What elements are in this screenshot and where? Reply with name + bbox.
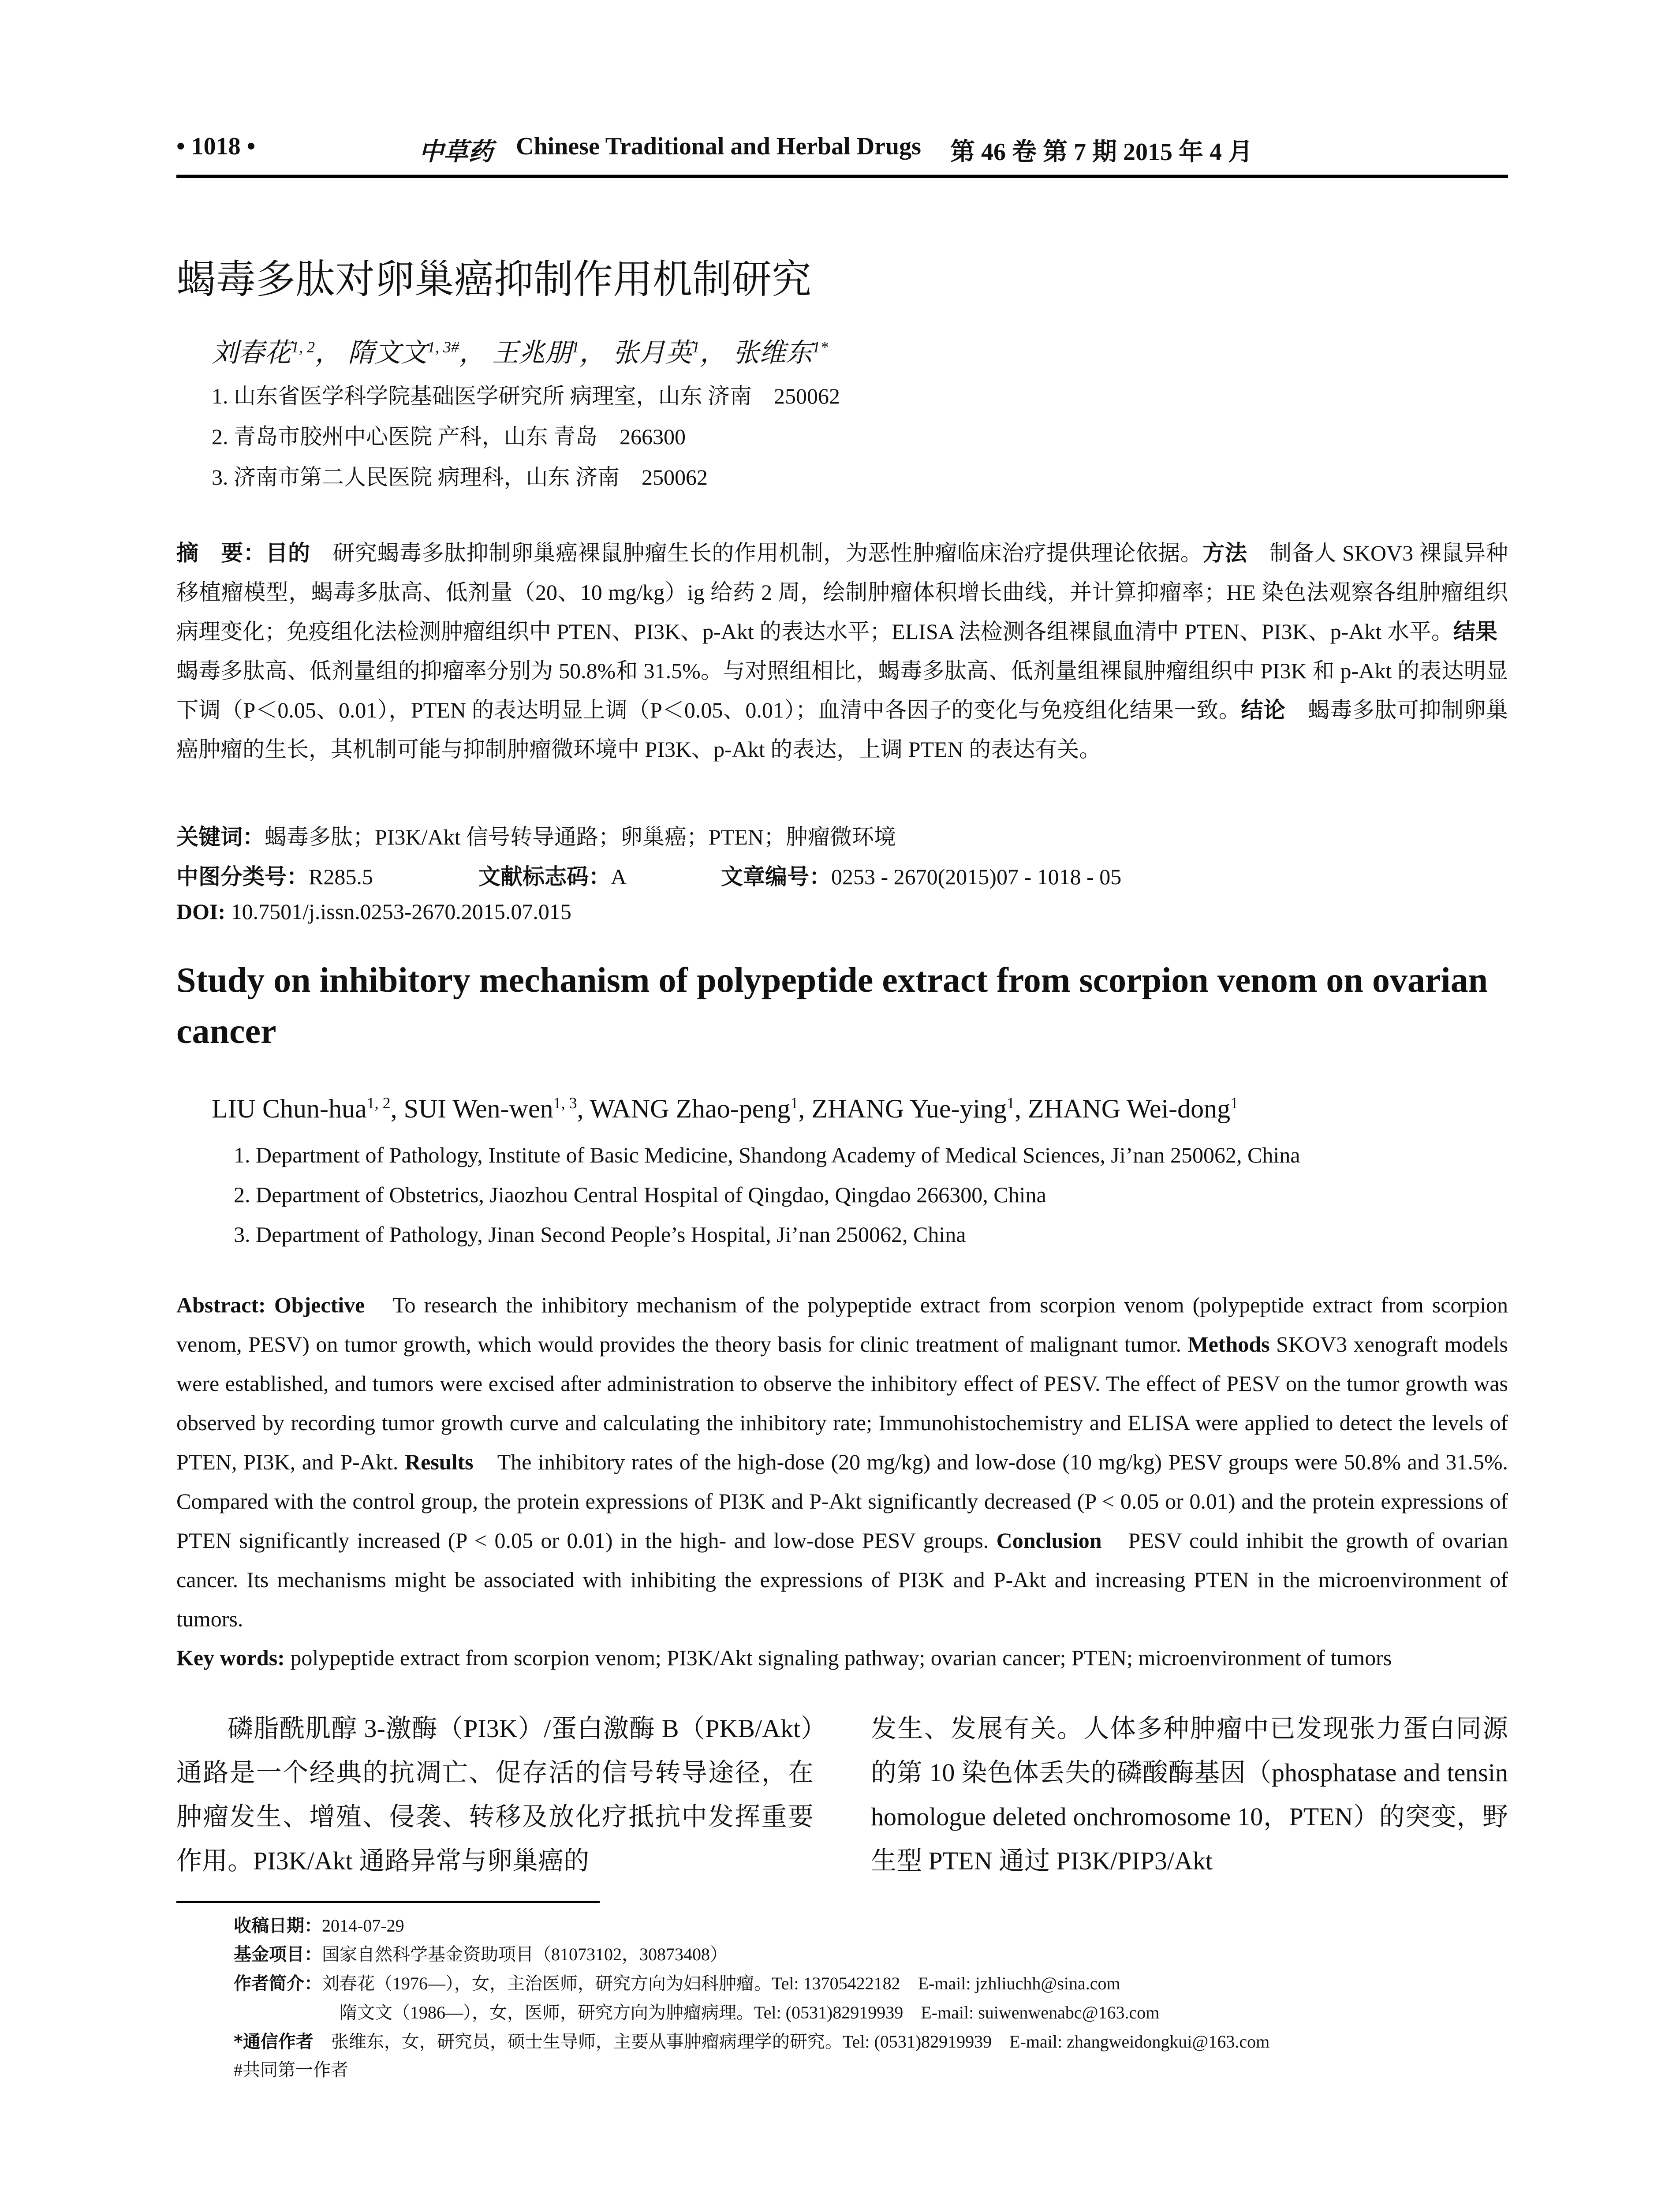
doc-label: 文献标志码： [478,864,611,889]
clc-label: 中图分类号： [176,864,309,889]
issue-info: 第 46 卷 第 7 期 2015 年 4 月 [950,138,1253,166]
results-text: 蝎毒多肽高、低剂量组的抑瘤率分别为 50.8%和 31.5%。与对照组相比，蝎毒多肽高、低剂量组裸鼠肿瘤组织中 PI3K 和 p-Akt 的表达明显下调（P＜0.05、0.01），PTEN 的表达明显上调（P＜0.05、0.01）；血清中各因子的变化与免疫组化结果一致。 [176,619,1519,722]
author-cn: 张月英 [612,338,692,367]
footnote-author2: 隋文文（1986—），女，医师，研究方向为肿瘤病理。Tel: (0531)82919939 E-mail: suiwenwenabc@163.com [340,2003,1160,2022]
clc-value: R285.5 [309,864,373,889]
conclusion-label: 结论 [1241,697,1286,723]
conclusion-en-text: PESV could inhibit the growth of ovarian cancer. Its mechanisms might be associated with inhibiting the expressions of PI3K and P-Akt and increasing PTEN in the microenvironment of tumors. [176,1528,1508,1631]
abstract-cn [176,534,1519,769]
affiliation-cn: 3. 济南市第二人民医院 病理科，山东 济南 250062 [212,465,708,490]
footnote-corresponding [234,2028,1269,2053]
keywords-en [176,1645,1392,1671]
author-sup: 1, 2 [366,1094,391,1112]
footnote-rule [176,1901,600,1903]
authors-cn: 刘春花$^{1, 2}$， 隋文文$^{1, 3\#}$， 王兆朋$^1$， 张月英$^1$， 张维东$^{1*}$ [212,338,828,367]
doi-value[interactable]: 10.7501/j.issn.0253-2670.2015.07.015 [231,899,571,924]
objective-en-label: Objective [274,1293,365,1317]
title-cn: 蝎毒多肽对卵巢癌抑制作用机制研究 [176,256,811,303]
doc-code [478,859,627,891]
keywords-label: 关键词： [176,824,265,850]
affiliation-cn: 1. 山东省医学科学院基础医学研究所 病理室，山东 济南 250062 [212,384,840,408]
fund-label: 基金项目： [234,1944,322,1965]
methods-label: 方法 [1202,540,1247,566]
author-bio-1: 刘春花（1976—），女，主治医师，研究方向为妇科肿瘤。Tel: 13705422182 E-mail: jzhliuchh@sina.com [322,1973,1120,1993]
received-label: 收稿日期： [234,1916,322,1936]
corresponding-label: *通信作者 [234,2032,314,2052]
footnote-cofirst: #共同第一作者 [234,2060,348,2080]
title-en: Study on inhibitory mechanism of polypeptide extract from scorpion venom on ovarian cancer [176,961,1488,1051]
author-en: ZHANG Yue-ying [811,1094,1007,1123]
abstract-en-label: Abstract: [176,1293,266,1317]
authors-en: LIU Chun-hua$^{1, 2}$, SUI Wen-wen$^{1, 3}$, WANG Zhao-peng$^1$, ZHANG Yue-ying$^1$, ZHANG Wei-dong$^1$ [212,1094,1239,1123]
fund-value: 国家自然科学基金资助项目（81073102，30873408） [322,1944,728,1964]
article-value: 0253 - 2670(2015)07 - 1018 - 05 [831,864,1122,889]
journal-name-cn: 中草药 [419,138,493,166]
results-en-text: The inhibitory rates of the high-dose (20 mg/kg) and low-dose (10 mg/kg) PESV groups were 50.8% and 31.5%. Compared with the control group, the protein expressions of PI3K and P-Akt significantly decreased (P < 0.05 or 0.01) and the protein expressions of PTEN significantly increased (P < 0.05 or 0.01) in the high- and low-dose PESV groups. [176,1450,1508,1553]
objective-label: 目的 [265,540,310,566]
keywords-cn [176,819,896,851]
keywords-en-label: Key words: [176,1645,285,1670]
author-cn: 刘春花 [212,338,291,367]
author-cn: 张维东 [733,338,812,367]
author-sup: 1 [1007,1094,1015,1112]
corresponding-value: 张维东，女，研究员，硕士生导师，主要从事肿瘤病理学的研究。Tel: (0531)82919939 E-mail: zhangweidongkui@163.com [313,2032,1270,2052]
author-bio-label: 作者简介： [234,1973,322,1994]
footnote-author1 [234,1970,1120,1995]
author-sup: 1, 2 [291,338,315,356]
author-en: SUI Wen-wen [403,1094,553,1123]
body-column-left: 磷脂酰肌醇 3-激酶（PI3K）/蛋白激酶 B（PKB/Akt）通路是一个经典的抗凋亡、促存活的信号转导途径，在肿瘤发生、增殖、侵袭、转移及放化疗抵抗中发挥重要作用。PI3K/Akt 通路异常与卵巢癌的 [176,1714,814,1875]
results-label: 结果 [1453,619,1497,644]
methods-en-text: SKOV3 xenograft models were established, and tumors were excised after administration to observe the inhibitory effect of PESV. The effect of PESV on the tumor growth was observed by recording tumor growth curve and calculating the inhibitory rate; Immunohistochemistry and ELISA were applied to detect the levels of PTEN, PI3K, and P-Akt. [176,1332,1508,1474]
header-rule [176,175,1508,178]
affiliation-en: 1. Department of Pathology, Institute of Basic Medicine, Shandong Academy of Medical Sciences, Ji’nan 250062, China [234,1143,1300,1167]
footnote-fund [234,1940,728,1966]
abstract-label: 摘 要： [176,540,266,566]
affiliation-en: 3. Department of Pathology, Jinan Second People’s Hospital, Ji’nan 250062, China [234,1222,966,1247]
author-sup: 1 [790,1094,799,1112]
methods-text: 制备人 SKOV3 裸鼠异种移植瘤模型，蝎毒多肽高、低剂量（20、10 mg/kg）ig 给药 2 周，绘制肿瘤体积增长曲线，并计算抑瘤率；HE 染色法观察各组肿瘤组织病理变化；免疫组化法检测肿瘤组织中 PTEN、PI3K、p-Akt 的表达水平；ELISA 法检测各组裸鼠血清中 PTEN、PI3K、p-Akt 水平。 [176,541,1508,644]
author-en: LIU Chun-hua [212,1094,367,1123]
keywords-value: 蝎毒多肽；PI3K/Akt 信号转导通路；卵巢癌；PTEN；肿瘤微环境 [265,825,896,849]
conclusion-text: 蝎毒多肽可抑制卵巢癌肿瘤的生长，其机制可能与抑制肿瘤微环境中 PI3K、p-Akt 的表达，上调 PTEN 的表达有关。 [176,698,1508,762]
affiliation-en: 2. Department of Obstetrics, Jiaozhou Central Hospital of Qingdao, Qingdao 266300, China [234,1182,1046,1207]
classification-line [176,859,373,891]
author-sup: 1 [1230,1094,1239,1112]
article-label: 文章编号： [721,864,831,889]
author-cn: 王兆朋 [492,338,571,367]
doc-value: A [611,864,627,889]
author-sup: 1* [812,338,828,356]
author-sup: 1 [571,338,579,356]
keywords-en-value: polypeptide extract from scorpion venom; PI3K/Akt signaling pathway; ovarian cancer; PTEN; microenvironment of tumors [284,1645,1392,1670]
affiliation-cn: 2. 青岛市胶州中心医院 产科，山东 青岛 266300 [212,424,686,449]
author-sup: 1, 3 [553,1094,577,1112]
author-en: WANG Zhao-peng [590,1094,791,1123]
abstract-en [176,1286,1508,1639]
author-sup: 1 [692,338,700,356]
objective-text: 研究蝎毒多肽抑制卵巢癌裸鼠肿瘤生长的作用机制，为恶性肿瘤临床治疗提供理论依据。 [310,541,1203,565]
author-cn: 隋文文 [348,338,427,367]
conclusion-en-label: Conclusion [996,1528,1102,1553]
doi-label: DOI: [176,899,226,924]
author-sup: 1, 3# [427,338,459,356]
footnote-received [234,1912,404,1937]
author-en: ZHANG Wei-dong [1028,1094,1231,1123]
methods-en-label: Methods [1187,1332,1270,1357]
received-value: 2014-07-29 [322,1916,404,1936]
article-number [721,859,1121,891]
journal-name-en: Chinese Traditional and Herbal Drugs [516,133,921,160]
results-en-label: Results [405,1450,474,1474]
objective-en-text: To research the inhibitory mechanism of the polypeptide extract from scorpion venom (polypeptide extract from scorpion venom, PESV) on tumor growth, which would provides the theory basis for clinic treatment of malignant tumor. [176,1293,1508,1357]
body-column-right: 发生、发展有关。人体多种肿瘤中已发现张力蛋白同源的第 10 染色体丢失的磷酸酶基因（phosphatase and tensin homologue deleted onchromosome 10，PTEN）的突变，野生型 PTEN 通过 PI3K/PIP3/Akt [871,1714,1508,1875]
page-number: • 1018 • [176,133,256,160]
doi-line [176,899,571,924]
